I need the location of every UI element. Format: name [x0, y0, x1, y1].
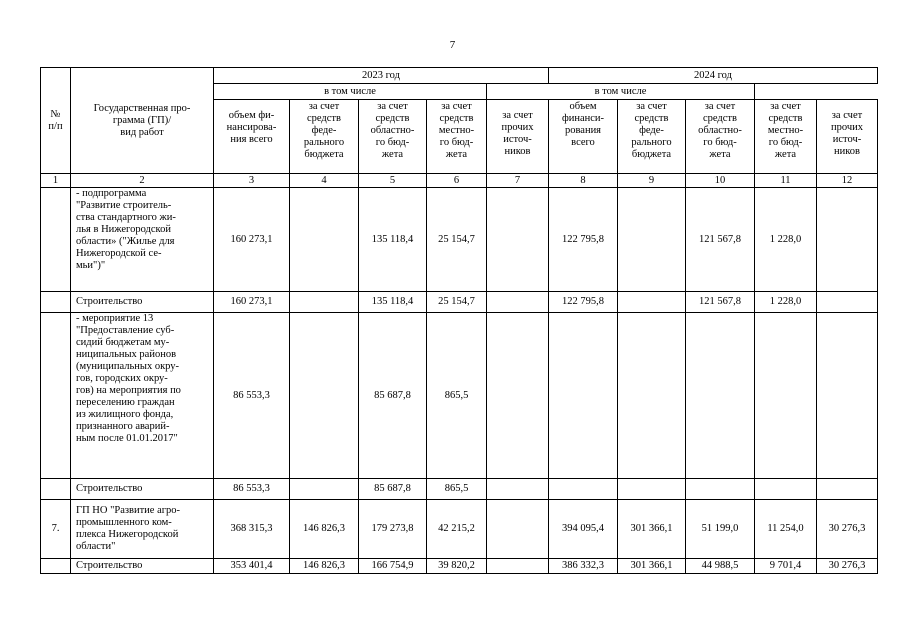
row-value [618, 479, 686, 500]
table-row [41, 292, 878, 313]
row-value: 122 795,8 [549, 188, 618, 292]
header-including-2024: в том числе [487, 84, 755, 100]
row-value: 25 154,7 [427, 188, 487, 292]
row-value: 166 754,9 [359, 559, 427, 574]
row-no [41, 313, 71, 479]
row-value: 121 567,8 [686, 292, 755, 313]
row-value: 1 228,0 [755, 292, 817, 313]
row-value [817, 292, 878, 313]
row-no [41, 292, 71, 313]
column-number: 12 [817, 174, 878, 188]
row-value: 9 701,4 [755, 559, 817, 574]
row-value [817, 479, 878, 500]
header-other-2024: за счет прочих источ- ников [817, 100, 878, 174]
column-number: 10 [686, 174, 755, 188]
row-value [290, 188, 359, 292]
row-value [290, 292, 359, 313]
row-value: 865,5 [427, 313, 487, 479]
row-value [290, 313, 359, 479]
table-row [41, 500, 878, 559]
header-including-2023: в том числе [214, 84, 487, 100]
row-value [755, 313, 817, 479]
row-value: 386 332,3 [549, 559, 618, 574]
column-number: 3 [214, 174, 290, 188]
row-name: - мероприятие 13 "Предоставление суб- сидий бюджетам му- ниципальных районов (муниципальных окру- гов, городских окру- гов) на мероприятия по переселению граждан из жилищного фонда, признанного аварий- ным после 01.01.2017" [71, 313, 214, 479]
column-number: 2 [71, 174, 214, 188]
row-value [817, 313, 878, 479]
row-name: Строительство [71, 559, 214, 574]
header-year-2023: 2023 год [214, 68, 549, 84]
header-program: Государственная про- грамма (ГП)/ вид работ [71, 68, 214, 174]
row-value: 44 988,5 [686, 559, 755, 574]
row-value: 85 687,8 [359, 313, 427, 479]
header-federal-2024: за счет средств феде- рального бюджета [618, 100, 686, 174]
row-no: 7. [41, 500, 71, 559]
row-value: 179 273,8 [359, 500, 427, 559]
row-name: Строительство [71, 479, 214, 500]
row-value [686, 313, 755, 479]
row-value: 30 276,3 [817, 559, 878, 574]
row-value [618, 292, 686, 313]
row-value: 146 826,3 [290, 559, 359, 574]
row-value: 30 276,3 [817, 500, 878, 559]
row-value [549, 313, 618, 479]
row-value: 394 095,4 [549, 500, 618, 559]
row-value: 160 273,1 [214, 188, 290, 292]
row-value: 1 228,0 [755, 188, 817, 292]
row-value: 368 315,3 [214, 500, 290, 559]
row-value: 11 254,0 [755, 500, 817, 559]
row-value: 301 366,1 [618, 559, 686, 574]
column-number: 4 [290, 174, 359, 188]
table-row [41, 559, 878, 574]
row-value: 85 687,8 [359, 479, 427, 500]
row-value [618, 188, 686, 292]
row-value [487, 188, 549, 292]
row-value: 25 154,7 [427, 292, 487, 313]
header-regional-2024: за счет средств областно- го бюд- жета [686, 100, 755, 174]
header-other-2023: за счет прочих источ- ников [487, 100, 549, 174]
column-number: 11 [755, 174, 817, 188]
header-federal-2023: за счет средств феде- рального бюджета [290, 100, 359, 174]
header-local-2023: за счет средств местно- го бюд- жета [427, 100, 487, 174]
row-value [686, 479, 755, 500]
row-no [41, 479, 71, 500]
row-value: 42 215,2 [427, 500, 487, 559]
column-number: 7 [487, 174, 549, 188]
row-value: 135 118,4 [359, 292, 427, 313]
row-name: Строительство [71, 292, 214, 313]
column-number: 8 [549, 174, 618, 188]
row-value [618, 313, 686, 479]
header-year-2024: 2024 год [549, 68, 878, 84]
row-value [549, 479, 618, 500]
row-value: 135 118,4 [359, 188, 427, 292]
row-value: 39 820,2 [427, 559, 487, 574]
column-number: 5 [359, 174, 427, 188]
header-regional-2023: за счет средств областно- го бюд- жета [359, 100, 427, 174]
row-value: 146 826,3 [290, 500, 359, 559]
table-row [41, 188, 878, 292]
row-value [487, 559, 549, 574]
row-value [487, 479, 549, 500]
page-number: 7 [449, 39, 456, 51]
row-no [41, 559, 71, 574]
column-number: 9 [618, 174, 686, 188]
row-name: ГП НО "Развитие агро- промышленного ком- плекса Нижегородской области" [71, 500, 214, 559]
column-number-row [41, 174, 878, 188]
header-no: № п/п [41, 68, 71, 174]
table-row [41, 313, 878, 479]
row-value: 301 366,1 [618, 500, 686, 559]
header-total-2023: объем фи- нансирова- ния всего [214, 100, 290, 174]
row-value [817, 188, 878, 292]
row-value: 86 553,3 [214, 479, 290, 500]
row-value: 160 273,1 [214, 292, 290, 313]
row-value [487, 313, 549, 479]
row-value: 865,5 [427, 479, 487, 500]
row-value: 51 199,0 [686, 500, 755, 559]
header-local-2024: за счет средств местно- го бюд- жета [755, 100, 817, 174]
header-total-2024: объем финанси- рования всего [549, 100, 618, 174]
row-name: - подпрограмма "Развитие строитель- ства стандартного жи- лья в Нижегородской области» ("Жилье для Нижегородской се- мьи")" [71, 188, 214, 292]
table-row [41, 479, 878, 500]
row-value: 122 795,8 [549, 292, 618, 313]
budget-table [40, 67, 878, 574]
column-number: 6 [427, 174, 487, 188]
row-value: 121 567,8 [686, 188, 755, 292]
row-value [290, 479, 359, 500]
row-value [487, 500, 549, 559]
row-value: 86 553,3 [214, 313, 290, 479]
column-number: 1 [41, 174, 71, 188]
row-value [487, 292, 549, 313]
row-value: 353 401,4 [214, 559, 290, 574]
row-no [41, 188, 71, 292]
row-value [755, 479, 817, 500]
